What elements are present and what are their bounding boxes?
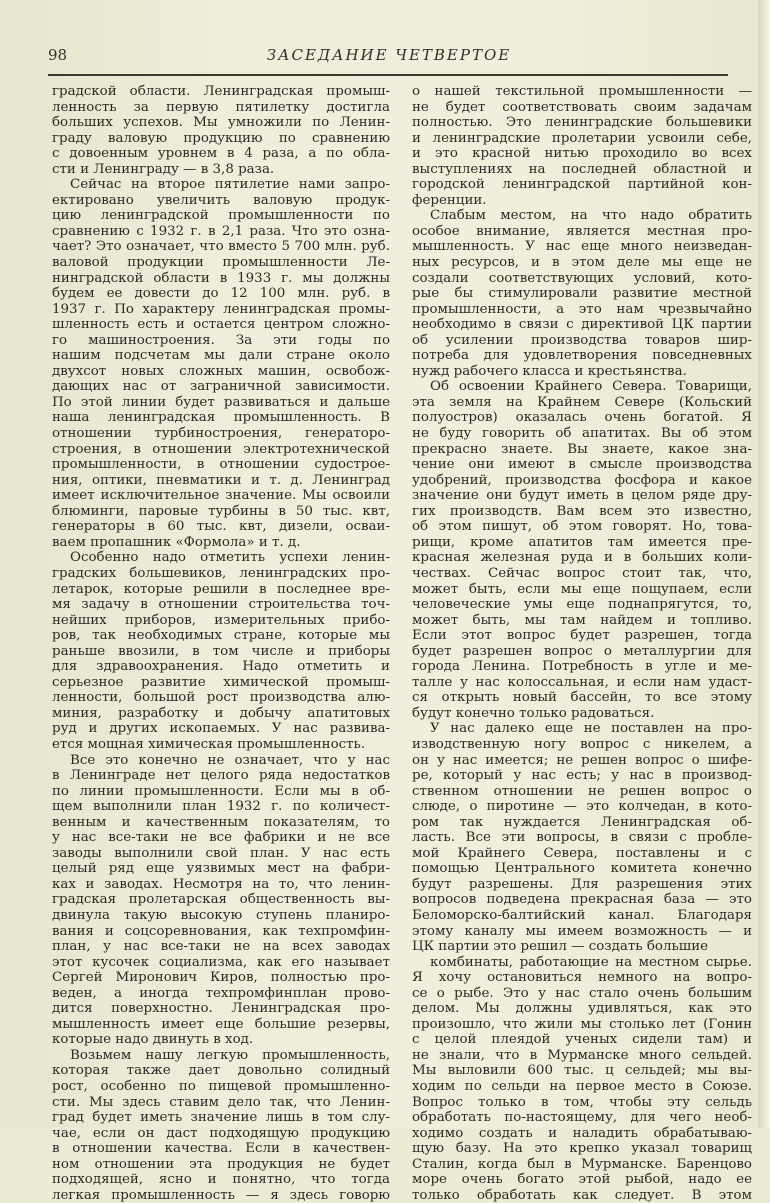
text-line: он у нас имеется; не решен вопрос о шифе- bbox=[412, 752, 752, 768]
text-line: этому каналу мы имеем возможность — и bbox=[412, 923, 752, 939]
text-line: красная железная руда и в больших коли- bbox=[412, 550, 752, 566]
text-line: может быть, если мы еще пощупаем, если bbox=[412, 581, 752, 597]
text-line: ленность за первую пятилетку достигла bbox=[52, 99, 390, 115]
text-line: нинградской области в 1933 г. мы должны bbox=[52, 270, 390, 286]
text-line: цию ленинградской промышленности по bbox=[52, 208, 390, 224]
text-line: будет разрешен вопрос о металлургии для bbox=[412, 643, 752, 659]
text-line: шленность есть и остается центром сложно- bbox=[52, 317, 390, 333]
text-line: сти. Мы здесь ставим дело так, что Ленин- bbox=[52, 1094, 390, 1110]
text-line: удобрений, производства фосфора и какое bbox=[412, 472, 752, 488]
text-line: городской ленинградской партийной кон- bbox=[412, 177, 752, 193]
text-line: будем ее довести до 12 100 млн. руб. в bbox=[52, 286, 390, 302]
text-line: не буду говорить об апатитах. Вы об этом bbox=[412, 426, 752, 442]
text-line: руд и других ископаемых. У нас развива- bbox=[52, 721, 390, 737]
text-line: промышленности, в отношении судострое- bbox=[52, 457, 390, 473]
text-line: Слабым местом, на что надо обратить bbox=[430, 208, 752, 224]
text-line: Возьмем нашу легкую промышленность, bbox=[70, 1047, 390, 1063]
text-line: у нас все-таки не все фабрики и не все bbox=[52, 830, 390, 846]
text-line: Я хочу остановиться немного на вопро- bbox=[412, 970, 752, 986]
text-line: целый ряд еще уязвимых мест на фабри- bbox=[52, 861, 390, 877]
text-line: венным и качественным показателям, то bbox=[52, 814, 390, 830]
text-line: обработать по-настоящему, для чего необ- bbox=[412, 1110, 752, 1126]
text-line: для здравоохранения. Надо отметить и bbox=[52, 659, 390, 675]
text-line: двухсот новых сложных машин, освобож- bbox=[52, 363, 390, 379]
text-line: ных ресурсов, и в этом деле мы еще не bbox=[412, 255, 752, 271]
text-line: потреба для удовлетворения повседневных bbox=[412, 348, 752, 364]
text-line: создали соответствующих условий, кото- bbox=[412, 270, 752, 286]
text-line: ектировано увеличить валовую продук- bbox=[52, 192, 390, 208]
text-line: по линии промышленности. Если мы в об- bbox=[52, 783, 390, 799]
text-line: талле у нас колоссальная, и если нам удаст- bbox=[412, 674, 752, 690]
text-line: больших успехов. Мы умножили по Ленин- bbox=[52, 115, 390, 131]
text-line: план, у нас все-таки не на всех заводах bbox=[52, 939, 390, 955]
text-line: может быть, мы там найдем и топливо. bbox=[412, 612, 752, 628]
right-text-column bbox=[412, 84, 752, 1203]
text-line: необходимо в связи с директивой ЦК партии bbox=[412, 317, 752, 333]
text-line: отношении турбиностроения, генераторо- bbox=[52, 426, 390, 442]
text-line: об этом пишут, об этом говорят. Но, това- bbox=[412, 519, 752, 535]
text-line: щем выполнили план 1932 г. по количест- bbox=[52, 799, 390, 815]
text-line: Если этот вопрос будет разрешен, тогда bbox=[412, 628, 752, 644]
text-line: комбинаты, работающие на местном сырье. bbox=[430, 954, 752, 970]
text-line: нужд рабочего класса и крестьянства. bbox=[412, 363, 687, 379]
text-line: ре, который у нас есть; у нас в производ- bbox=[412, 768, 752, 784]
text-line: в Ленинграде нет целого ряда недостатков bbox=[52, 768, 390, 784]
text-line: ференции. bbox=[412, 192, 487, 208]
text-line: мя задачу в отношении строительства точ- bbox=[52, 597, 390, 613]
text-line: сти и Ленинграду — в 3,8 раза. bbox=[52, 161, 275, 177]
text-line: чает? Это означает, что вместо 5 700 млн. руб. bbox=[52, 239, 390, 255]
header-rule bbox=[48, 74, 728, 76]
text-line: ственном отношении не решен вопрос о bbox=[412, 783, 752, 799]
text-line: щую базу. На это крепко указал товарищ bbox=[412, 1141, 752, 1157]
left-text-column bbox=[52, 84, 390, 1203]
text-line: Сергей Миронович Киров, полностью про- bbox=[52, 970, 390, 986]
text-line: ЦК партии это решил — создать большие bbox=[412, 939, 709, 955]
text-line: ется мощная химическая промышленность. bbox=[52, 736, 366, 752]
text-line: ласть. Все эти вопросы, в связи с пробле- bbox=[412, 830, 752, 846]
text-line: рые бы стимулировали развитие местной bbox=[412, 286, 752, 302]
text-line: не будет соответствовать своим задачам bbox=[412, 99, 752, 115]
text-line: наша ленинградская промышленность. В bbox=[52, 410, 390, 426]
text-line: Об освоении Крайнего Севера. Товарищи, bbox=[430, 379, 752, 395]
text-line: миния, разработку и добычу апатитовых bbox=[52, 705, 390, 721]
text-line: будут разрешены. Для разрешения этих bbox=[412, 876, 752, 892]
text-line: об усилении производства товаров шир- bbox=[412, 332, 752, 348]
text-line: ленности, большой рост производства алю- bbox=[52, 690, 390, 706]
text-line: сравнению с 1932 г. в 2,1 раза. Что это озна- bbox=[52, 223, 390, 239]
text-line: чение они имеют в смысле производства bbox=[412, 457, 752, 473]
text-line: только обработать как следует. В этом bbox=[412, 1187, 752, 1203]
text-line: Сейчас на второе пятилетие нами запро- bbox=[70, 177, 390, 193]
text-line: полностью. Это ленинградские большевики bbox=[412, 115, 752, 131]
text-line: выступлениях на последней областной и bbox=[412, 161, 752, 177]
page-edge bbox=[758, 0, 770, 1128]
page-header bbox=[48, 40, 730, 70]
text-line: град будет иметь значение лишь в том слу- bbox=[52, 1110, 390, 1126]
text-line: человеческие умы еще поднапрягутся, то, bbox=[412, 597, 752, 613]
text-line: вопросов подведена прекрасная база — это bbox=[412, 892, 752, 908]
text-line: этот кусочек социализма, как его называет bbox=[52, 954, 390, 970]
text-line: и ленинградские пролетарии усвоили себе, bbox=[412, 130, 752, 146]
text-line: которые надо двинуть в ход. bbox=[52, 1032, 254, 1048]
text-line: особое внимание, является местная про- bbox=[412, 223, 752, 239]
text-line: строения, в отношении электротехнической bbox=[52, 441, 390, 457]
text-line: легкая промышленность — я здесь говорю bbox=[52, 1187, 390, 1203]
text-line: прекрасно знаете. Вы знаете, какое зна- bbox=[412, 441, 752, 457]
text-line: мой Крайнего Севера, поставлены и с bbox=[412, 845, 752, 861]
text-line: о нашей текстильной промышленности — bbox=[412, 84, 752, 99]
text-line: нейших приборов, измерительных прибо- bbox=[52, 612, 390, 628]
text-line: помощью Центрального комитета конечно bbox=[412, 861, 752, 877]
text-line: ром так нуждается Ленинградская об- bbox=[412, 814, 752, 830]
text-line: полуостров) оказалась очень богатой. Я bbox=[412, 410, 752, 426]
text-line: ходимо создать и наладить обрабатываю- bbox=[412, 1125, 752, 1141]
text-line: ках и заводах. Несмотря на то, что ленин- bbox=[52, 876, 390, 892]
text-line: Мы выловили 600 тыс. ц сельдей; мы вы- bbox=[412, 1063, 752, 1079]
text-line: мышленность. У нас еще много неизведан- bbox=[412, 239, 752, 255]
text-line: генераторы в 60 тыс. квт, дизели, осваи- bbox=[52, 519, 390, 535]
text-line: делом. Мы должны удивляться, как это bbox=[412, 1001, 752, 1017]
text-line: градских большевиков, ленинградских про- bbox=[52, 565, 390, 581]
text-line: Все это конечно не означает, что у нас bbox=[70, 752, 390, 768]
text-line: По этой линии будет развиваться и дальше bbox=[52, 394, 390, 410]
text-line: слюде, о пиротине — это колчедан, в кото- bbox=[412, 799, 752, 815]
text-line: с довоенным уровнем в 4 раза, а по обла- bbox=[52, 146, 390, 162]
text-line: промышленности, а это нам чрезвычайно bbox=[412, 301, 752, 317]
text-line: рищи, кроме апатитов там имеется пре- bbox=[412, 534, 752, 550]
text-line: нашим подсчетам мы дали стране около bbox=[52, 348, 390, 364]
text-line: произошло, что жили мы столько лет (Гонин bbox=[412, 1016, 752, 1032]
text-line: ходим по сельди на первое место в Союзе. bbox=[412, 1079, 752, 1094]
text-line: города Ленина. Потребность в угле и ме- bbox=[412, 659, 752, 675]
text-line: не знали, что в Мурманске много сельдей. bbox=[412, 1047, 752, 1063]
text-line: гих производств. Вам всем это известно, bbox=[412, 503, 752, 519]
text-line: серьезное развитие химической промыш- bbox=[52, 674, 390, 690]
text-line: море очень богато этой рыбой, надо ее bbox=[412, 1172, 752, 1188]
text-line: граду валовую продукцию по сравнению bbox=[52, 130, 390, 146]
text-line: вания и соцсоревнования, как техпромфин- bbox=[52, 923, 390, 939]
text-line: чествах. Сейчас вопрос стоит так, что, bbox=[412, 565, 752, 581]
text-line: дится поверхностно. Ленинградская про- bbox=[52, 1001, 390, 1017]
text-line: двинула такую высокую ступень планиро- bbox=[52, 907, 390, 923]
text-line: и это красной нитью проходило во всех bbox=[412, 146, 752, 162]
text-line: Сталин, когда был в Мурманске. Баренцово bbox=[412, 1156, 752, 1172]
text-line: имеет исключительное значение. Мы освоили bbox=[52, 488, 390, 504]
text-line: Вопрос только в том, чтобы эту сельдь bbox=[412, 1094, 752, 1110]
text-line: раньше ввозили, в том числе и приборы bbox=[52, 643, 390, 659]
text-line: ров, так необходимых стране, которые мы bbox=[52, 628, 390, 644]
text-line: градской области. Ленинградская промыш- bbox=[52, 84, 390, 99]
page-number: 98 bbox=[48, 46, 68, 64]
text-line: мышленность имеет еще большие резервы, bbox=[52, 1016, 390, 1032]
text-line: Беломорско-балтийский канал. Благодаря bbox=[412, 907, 752, 923]
text-line: заводы выполнили свой план. У нас есть bbox=[52, 845, 390, 861]
text-line: эта земля на Крайнем Севере (Кольский bbox=[412, 394, 752, 410]
text-line: будут конечно только радоваться. bbox=[412, 705, 655, 721]
text-line: которая также дает довольно солидный bbox=[52, 1063, 390, 1079]
text-line: изводственную ногу вопрос с никелем, а bbox=[412, 736, 752, 752]
text-line: блюминги, паровые турбины в 50 тыс. квт, bbox=[52, 503, 390, 519]
text-line: се о рыбе. Это у нас стало очень большим bbox=[412, 985, 752, 1001]
text-line: дающих нас от заграничной зависимости. bbox=[52, 379, 390, 395]
text-line: У нас далеко еще не поставлен на про- bbox=[430, 721, 752, 737]
text-line: чае, если он даст подходящую продукцию bbox=[52, 1125, 390, 1141]
text-line: ся открыть новый бассейн, то все этому bbox=[412, 690, 752, 706]
text-line: ном отношении эта продукция не будет bbox=[52, 1156, 390, 1172]
text-line: летарок, которые решили в последнее вре- bbox=[52, 581, 390, 597]
text-line: ния, оптики, пневматики и т. д. Ленинград bbox=[52, 472, 390, 488]
text-line: веден, а иногда техпромфинплан прово- bbox=[52, 985, 390, 1001]
text-line: градская пролетарская общественность вы- bbox=[52, 892, 390, 908]
text-line: в отношении качества. Если в качествен- bbox=[52, 1141, 390, 1157]
text-line: подходящей, ясно и понятно, что тогда bbox=[52, 1172, 390, 1188]
text-line: го машиностроения. За эти годы по bbox=[52, 332, 390, 348]
running-title: ЗАСЕДАНИЕ ЧЕТВЕРТОЕ bbox=[266, 46, 512, 64]
text-line: 1937 г. По характеру ленинградская промы- bbox=[52, 301, 390, 317]
text-line: Особенно надо отметить успехи ленин- bbox=[70, 550, 390, 566]
text-line: валовой продукции промышленности Ле- bbox=[52, 255, 390, 271]
text-line: значение они будут иметь в целом ряде дру- bbox=[412, 488, 752, 504]
text-line: рост, особенно по пищевой промышленно- bbox=[52, 1079, 390, 1094]
text-line: с целой плеядой ученых сидели там) и bbox=[412, 1032, 752, 1048]
text-line: ваем пропашник «Формола» и т. д. bbox=[52, 534, 301, 550]
